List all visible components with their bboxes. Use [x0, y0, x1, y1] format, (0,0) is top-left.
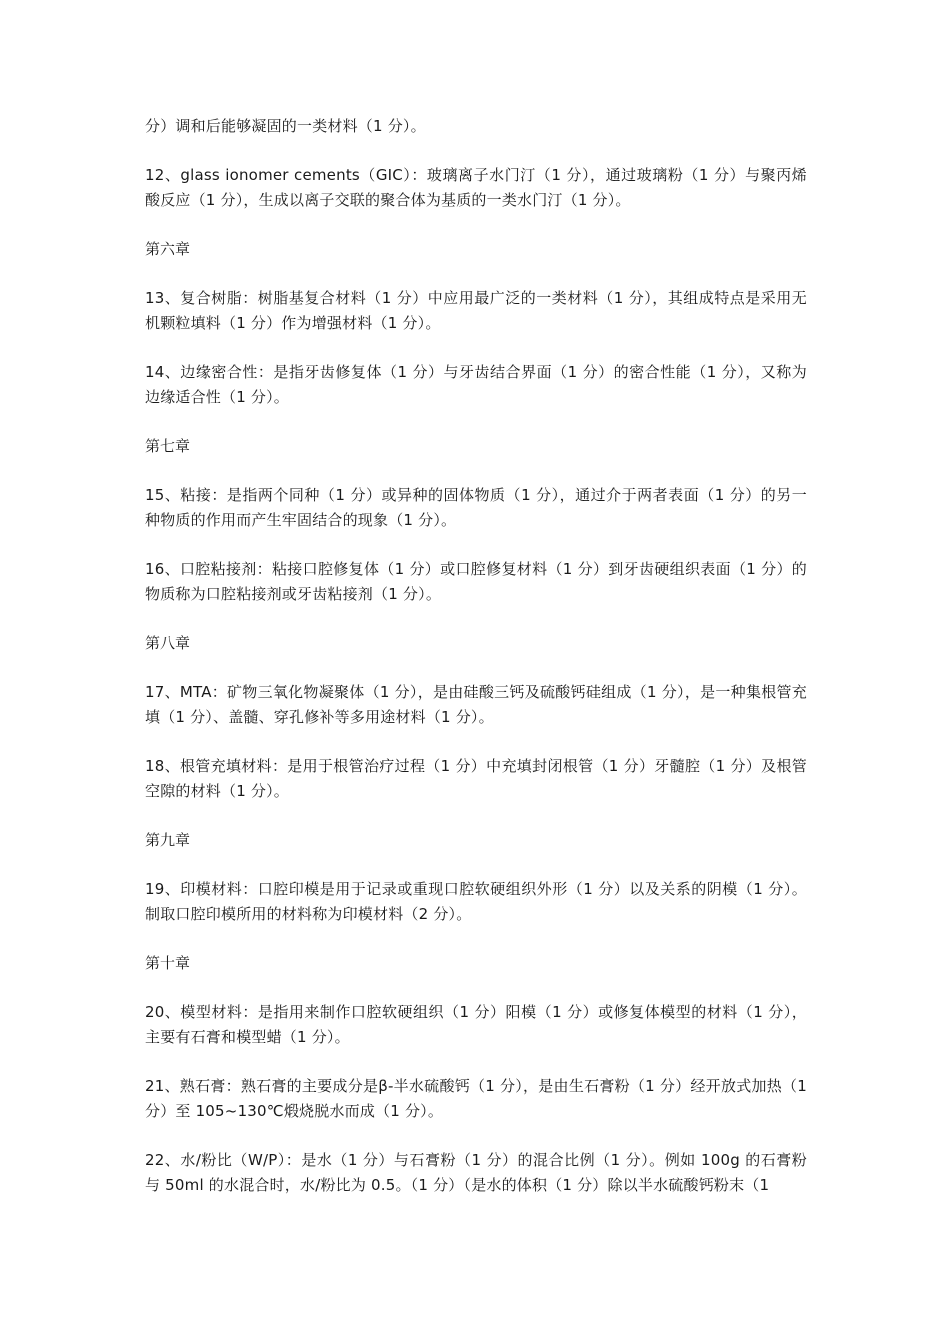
paragraph-20-model-material: 20、模型材料：是指用来制作口腔软硬组织（1 分）阳模（1 分）或修复体模型的材料（1 分），主要有石膏和模型蜡（1 分）。 — [145, 1003, 807, 1046]
paragraph-22-water-powder-ratio: 22、水/粉比（W/P）：是水（1 分）与石膏粉（1 分）的混合比例（1 分）。例如 100g 的石膏粉与 50ml 的水混合时，水/粉比为 0.5。（1 分）（是水的体积（1 分）除以半水硫酸钙粉末（1 — [145, 1151, 807, 1194]
chapter-heading-9: 第九章 — [145, 831, 191, 849]
paragraph-21-plaster: 21、熟石膏：熟石膏的主要成分是β-半水硫酸钙（1 分），是由生石膏粉（1 分）经开放式加热（1 分）至 105~130℃煅烧脱水而成（1 分）。 — [145, 1077, 807, 1120]
paragraph-15-bonding: 15、粘接：是指两个同种（1 分）或异种的固体物质（1 分），通过介于两者表面（1 分）的另一种物质的作用而产生牢固结合的现象（1 分）。 — [145, 486, 807, 529]
chapter-heading-8: 第八章 — [145, 634, 191, 652]
chapter-heading-7: 第七章 — [145, 437, 191, 455]
paragraph-18-root-canal-filling: 18、根管充填材料：是用于根管治疗过程（1 分）中充填封闭根管（1 分）牙髓腔（1 分）及根管空隙的材料（1 分）。 — [145, 757, 807, 800]
chapter-heading-6: 第六章 — [145, 240, 191, 258]
paragraph-17-mta: 17、MTA：矿物三氧化物凝聚体（1 分），是由硅酸三钙及硫酸钙硅组成（1 分），是一种集根管充填（1 分）、盖髓、穿孔修补等多用途材料（1 分）。 — [145, 683, 807, 726]
paragraph-13-composite-resin: 13、复合树脂：树脂基复合材料（1 分）中应用最广泛的一类材料（1 分），其组成特点是采用无机颗粒填料（1 分）作为增强材料（1 分）。 — [145, 289, 807, 332]
paragraph-16-dental-adhesive: 16、口腔粘接剂：粘接口腔修复体（1 分）或口腔修复材料（1 分）到牙齿硬组织表面（1 分）的物质称为口腔粘接剂或牙齿粘接剂（1 分）。 — [145, 560, 807, 603]
paragraph-14-marginal-adaptation: 14、边缘密合性：是指牙齿修复体（1 分）与牙齿结合界面（1 分）的密合性能（1 分），又称为边缘适合性（1 分）。 — [145, 363, 807, 406]
paragraph-12-gic: 12、glass ionomer cements（GIC）：玻璃离子水门汀（1 分），通过玻璃粉（1 分）与聚丙烯酸反应（1 分），生成以离子交联的聚合体为基质的一类水门汀（1 分）。 — [145, 166, 807, 209]
paragraph-19-impression-material: 19、印模材料：口腔印模是用于记录或重现口腔软硬组织外形（1 分）以及关系的阴模（1 分）。制取口腔印模所用的材料称为印模材料（2 分）。 — [145, 880, 807, 923]
paragraph-11-continuation: 分）调和后能够凝固的一类材料（1 分）。 — [145, 117, 426, 135]
chapter-heading-10: 第十章 — [145, 954, 191, 972]
document-body — [145, 114, 807, 1198]
